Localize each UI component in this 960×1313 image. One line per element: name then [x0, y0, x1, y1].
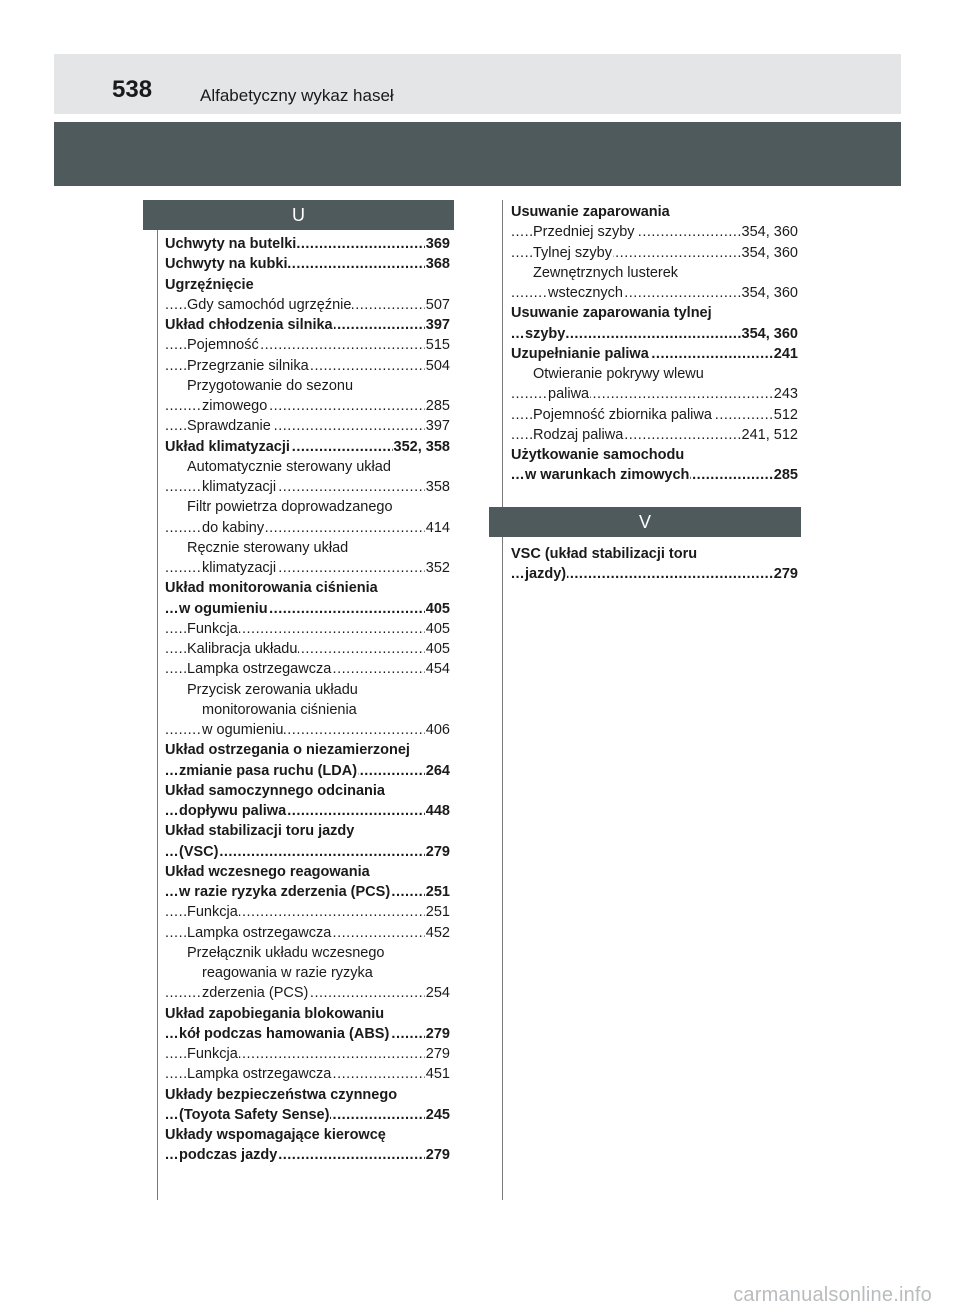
entry-term: Lampka ostrzegawcza	[187, 659, 332, 679]
page-title: Alfabetyczny wykaz haseł	[200, 86, 394, 105]
entry-term: Funkcja	[187, 619, 239, 639]
entry-term: Otwieranie pokrywy wlewu	[533, 364, 705, 384]
entry-term: Przegrzanie silnika	[187, 356, 310, 376]
entry-term: Pojemność zbiornika paliwa	[533, 405, 713, 425]
header-band	[54, 122, 901, 186]
index-entry	[165, 416, 450, 436]
index-entry	[165, 740, 450, 760]
entry-page-ref: 241	[773, 344, 798, 364]
entry-term: Przełącznik układu wczesnego	[187, 943, 385, 963]
entry-page-ref: 354, 360	[741, 283, 798, 303]
index-entry	[511, 364, 798, 384]
index-entry	[165, 1024, 450, 1044]
entry-term: Uchwyty na kubki	[165, 254, 288, 274]
entry-term: w razie ryzyka zderzenia (PCS)	[179, 882, 391, 902]
entry-term: Przycisk zerowania układu	[187, 680, 359, 700]
index-entry	[165, 862, 450, 882]
index-entry	[165, 801, 450, 821]
entry-term: Kalibracja układu	[187, 639, 298, 659]
index-entry	[165, 234, 450, 254]
entry-page-ref: 264	[425, 761, 450, 781]
entry-page-ref: 414	[425, 518, 450, 538]
index-entry	[165, 720, 450, 740]
index-entry	[165, 376, 450, 396]
index-entry	[165, 983, 450, 1003]
index-entry	[511, 564, 798, 584]
entry-term: zderzenia (PCS)	[202, 983, 309, 1003]
index-entry	[165, 295, 450, 315]
right-column-rule	[502, 200, 503, 1200]
entry-page-ref: 454	[425, 659, 450, 679]
entry-term: w ogumieniu	[202, 720, 284, 740]
index-entry	[165, 275, 450, 295]
index-entry	[165, 254, 450, 274]
index-column-right-v	[511, 544, 798, 585]
entry-page-ref: 504	[425, 356, 450, 376]
index-entry	[165, 1145, 450, 1165]
entry-page-ref: 285	[773, 465, 798, 485]
entry-term: Układy bezpieczeństwa czynnego	[165, 1085, 398, 1105]
entry-page-ref: 405	[425, 599, 450, 619]
entry-page-ref: 352	[425, 558, 450, 578]
entry-page-ref: 254	[425, 983, 450, 1003]
entry-term: Funkcja	[187, 902, 239, 922]
index-entry	[511, 544, 798, 564]
entry-term: zimowego	[202, 396, 268, 416]
entry-term: Lampka ostrzegawcza	[187, 1064, 332, 1084]
entry-term: Rodzaj paliwa	[533, 425, 624, 445]
index-entry	[165, 781, 450, 801]
entry-page-ref: 245	[425, 1105, 450, 1125]
index-entry	[511, 303, 798, 323]
index-entry	[165, 1125, 450, 1145]
index-entry	[165, 437, 450, 457]
entry-term: dopływu paliwa	[179, 801, 287, 821]
index-entry	[511, 384, 798, 404]
entry-term: Zewnętrznych lusterek	[533, 263, 679, 283]
entry-term: (VSC)	[179, 842, 219, 862]
entry-term: Pojemność	[187, 335, 260, 355]
index-entry	[511, 344, 798, 364]
entry-term: podczas jazdy	[179, 1145, 278, 1165]
entry-term: reagowania w razie ryzyka	[202, 963, 374, 983]
index-entry	[511, 243, 798, 263]
section-heading-u: U	[143, 200, 454, 230]
entry-term: Filtr powietrza doprowadzanego	[187, 497, 394, 517]
entry-term: Ręcznie sterowany układ	[187, 538, 349, 558]
entry-page-ref: 279	[425, 1044, 450, 1064]
entry-page-ref: 512	[773, 405, 798, 425]
entry-page-ref: 354, 360	[741, 324, 798, 344]
entry-term: Sprawdzanie	[187, 416, 272, 436]
index-column-left	[165, 234, 450, 1166]
index-entry	[165, 335, 450, 355]
entry-page-ref: 369	[425, 234, 450, 254]
entry-page-ref: 279	[425, 1024, 450, 1044]
index-entry	[511, 222, 798, 242]
entry-term: Funkcja	[187, 1044, 239, 1064]
index-entry	[165, 599, 450, 619]
index-entry	[165, 923, 450, 943]
entry-term: klimatyzacji	[202, 477, 277, 497]
entry-page-ref: 251	[425, 882, 450, 902]
entry-term: Usuwanie zaparowania tylnej	[511, 303, 713, 323]
index-entry	[511, 263, 798, 283]
index-entry	[165, 761, 450, 781]
entry-term: (Toyota Safety Sense)	[179, 1105, 330, 1125]
entry-page-ref: 452	[425, 923, 450, 943]
entry-term: Układ stabilizacji toru jazdy	[165, 821, 355, 841]
entry-page-ref: 397	[425, 416, 450, 436]
index-entry	[511, 445, 798, 465]
index-entry	[165, 356, 450, 376]
index-entry	[511, 465, 798, 485]
index-entry	[165, 943, 450, 963]
entry-page-ref: 358	[425, 477, 450, 497]
entry-page-ref: 507	[425, 295, 450, 315]
index-entry	[165, 659, 450, 679]
index-entry	[165, 1064, 450, 1084]
entry-page-ref: 352, 358	[393, 437, 450, 457]
entry-term: Lampka ostrzegawcza	[187, 923, 332, 943]
index-entry	[165, 518, 450, 538]
index-column-right-u	[511, 202, 798, 486]
entry-term: szyby	[525, 324, 566, 344]
index-entry	[511, 283, 798, 303]
entry-page-ref: 368	[425, 254, 450, 274]
entry-term: VSC (układ stabilizacji toru	[511, 544, 698, 564]
index-entry	[165, 619, 450, 639]
entry-page-ref: 405	[425, 639, 450, 659]
entry-term: Użytkowanie samochodu	[511, 445, 685, 465]
entry-term: kół podczas hamowania (ABS)	[179, 1024, 390, 1044]
entry-page-ref: 285	[425, 396, 450, 416]
index-entry	[165, 1004, 450, 1024]
entry-page-ref: 397	[425, 315, 450, 335]
entry-term: Automatycznie sterowany układ	[187, 457, 392, 477]
entry-term: Przygotowanie do sezonu	[187, 376, 354, 396]
entry-page-ref: 241, 512	[741, 425, 798, 445]
entry-term: klimatyzacji	[202, 558, 277, 578]
index-entry	[165, 558, 450, 578]
index-entry	[165, 315, 450, 335]
index-entry	[511, 405, 798, 425]
entry-term: jazdy)	[525, 564, 567, 584]
entry-term: Układ zapobiegania blokowaniu	[165, 1004, 385, 1024]
index-entry	[511, 324, 798, 344]
index-entry	[165, 639, 450, 659]
section-heading-v: V	[489, 507, 801, 537]
entry-term: Układy wspomagające kierowcę	[165, 1125, 387, 1145]
entry-term: Przedniej szyby	[533, 222, 636, 242]
entry-term: Ugrzęźnięcie	[165, 275, 255, 295]
entry-term: Układ monitorowania ciśnienia	[165, 578, 379, 598]
entry-term: Układ chłodzenia silnika	[165, 315, 334, 335]
entry-page-ref: 451	[425, 1064, 450, 1084]
index-entry	[165, 1044, 450, 1064]
entry-term: w warunkach zimowych	[525, 465, 690, 485]
index-entry	[511, 425, 798, 445]
index-entry	[165, 578, 450, 598]
entry-term: Uzupełnianie paliwa	[511, 344, 650, 364]
index-entry	[165, 902, 450, 922]
entry-page-ref: 406	[425, 720, 450, 740]
entry-page-ref: 279	[773, 564, 798, 584]
index-entry	[165, 457, 450, 477]
entry-term: paliwa	[548, 384, 590, 404]
entry-term: zmianie pasa ruchu (LDA)	[179, 761, 358, 781]
index-entry	[165, 700, 450, 720]
entry-term: Uchwyty na butelki	[165, 234, 297, 254]
entry-term: do kabiny	[202, 518, 265, 538]
index-entry	[165, 538, 450, 558]
entry-term: Tylnej szyby	[533, 243, 613, 263]
entry-page-ref: 251	[425, 902, 450, 922]
entry-page-ref: 279	[425, 1145, 450, 1165]
entry-term: monitorowania ciśnienia	[202, 700, 358, 720]
entry-term: Gdy samochód ugrzęźnie	[187, 295, 352, 315]
entry-term: Usuwanie zaparowania	[511, 202, 671, 222]
left-column-rule	[157, 228, 158, 1200]
entry-page-ref: 354, 360	[741, 243, 798, 263]
entry-page-ref: 515	[425, 335, 450, 355]
index-entry	[165, 1105, 450, 1125]
entry-term: wstecznych	[548, 283, 624, 303]
entry-term: Układ ostrzegania o niezamierzonej	[165, 740, 411, 760]
index-entry	[165, 680, 450, 700]
index-entry	[165, 842, 450, 862]
entry-term: Układ klimatyzacji	[165, 437, 291, 457]
entry-term: Układ samoczynnego odcinania	[165, 781, 386, 801]
entry-term: w ogumieniu	[179, 599, 269, 619]
header-bar	[54, 54, 901, 114]
entry-page-ref: 405	[425, 619, 450, 639]
index-entry	[165, 821, 450, 841]
index-entry	[511, 202, 798, 222]
index-entry	[165, 477, 450, 497]
entry-page-ref: 279	[425, 842, 450, 862]
index-entry	[165, 396, 450, 416]
page-number: 538	[112, 76, 153, 103]
entry-page-ref: 243	[773, 384, 798, 404]
entry-page-ref: 354, 360	[741, 222, 798, 242]
entry-term: Układ wczesnego reagowania	[165, 862, 371, 882]
index-entry	[165, 1085, 450, 1105]
index-entry	[165, 963, 450, 983]
entry-page-ref: 448	[425, 801, 450, 821]
index-entry	[165, 497, 450, 517]
watermark: carmanualsonline.info	[733, 1284, 932, 1306]
index-entry	[165, 882, 450, 902]
